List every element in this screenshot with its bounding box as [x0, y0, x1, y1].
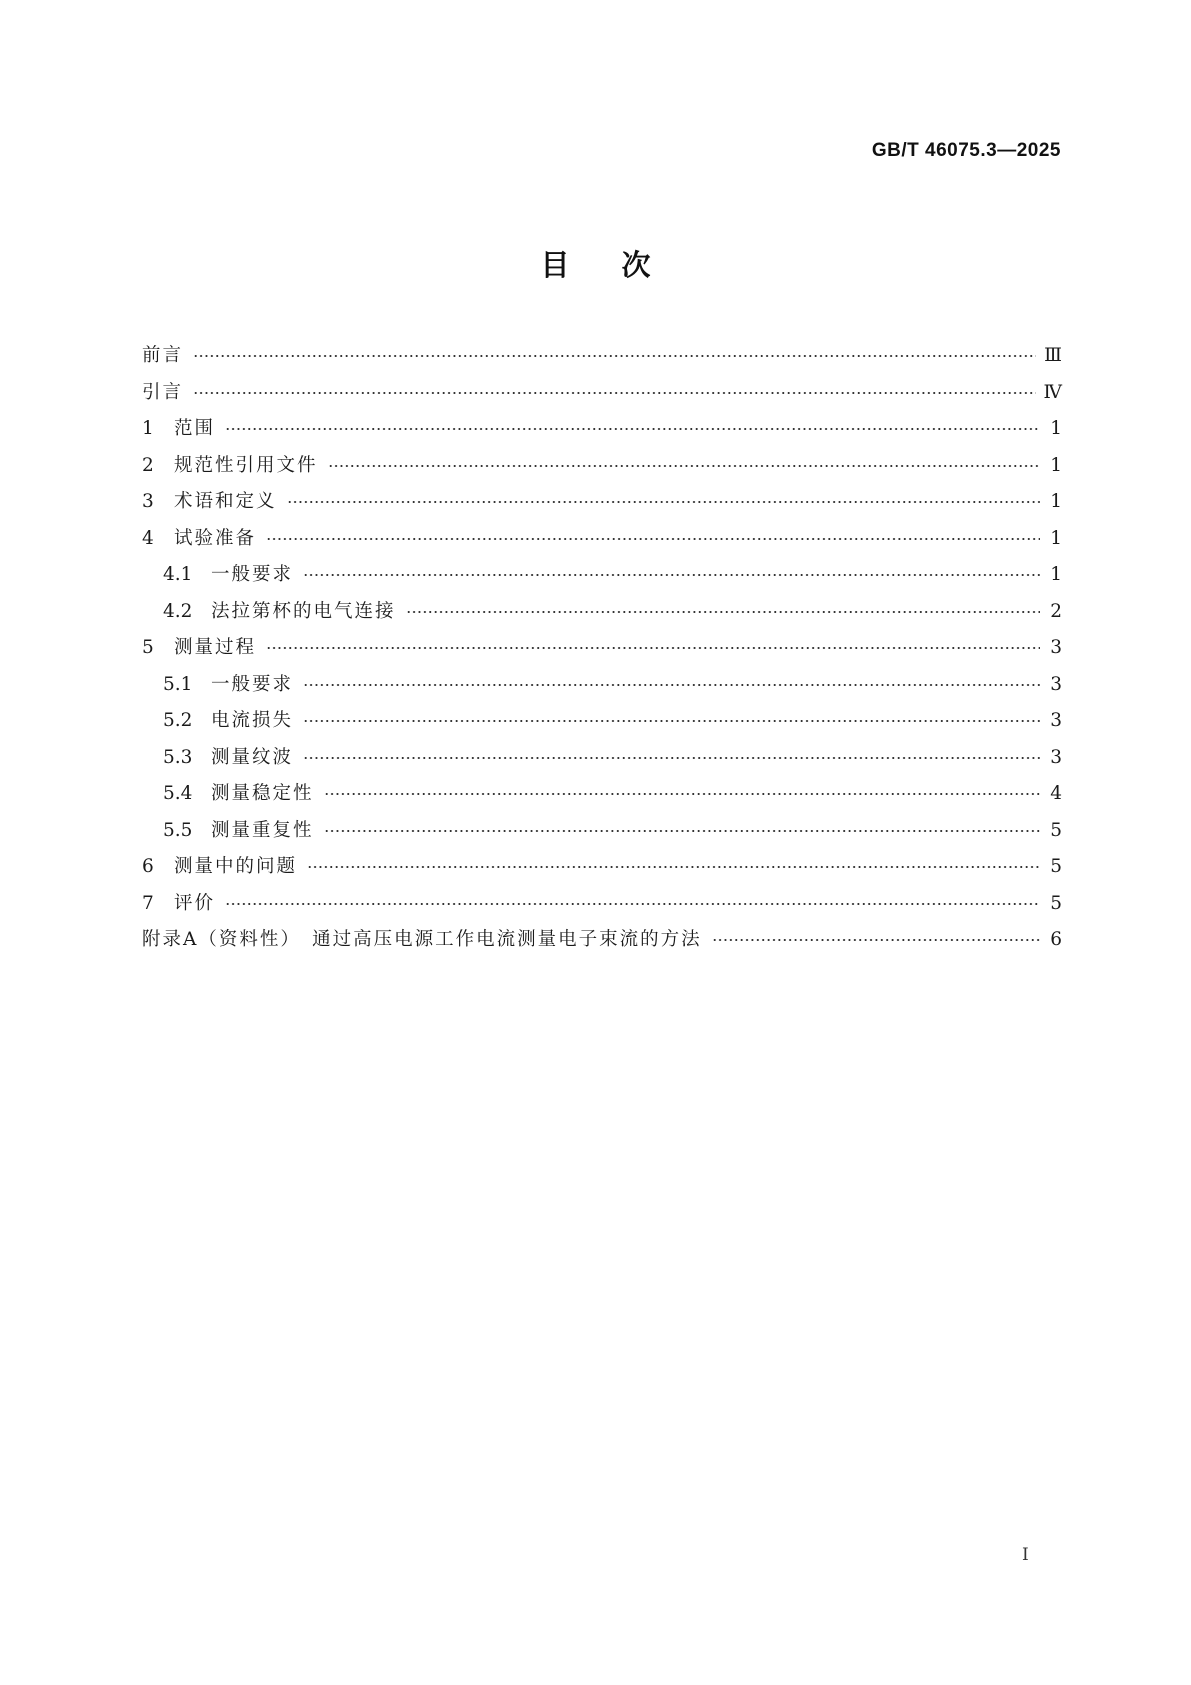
toc-entry-label: 前言 [142, 345, 184, 366]
toc-entry-number: 5.3 [163, 746, 193, 768]
toc-entry-4-2[interactable] [142, 595, 1062, 632]
toc-entry-label: 试验准备 [174, 527, 257, 549]
toc-entry-label: 电流损失 [211, 710, 294, 731]
toc-entry-number: 7 [142, 892, 154, 914]
toc-entry-label: 法拉第杯的电气连接 [211, 600, 396, 622]
dot-leader [324, 777, 1040, 799]
toc-entry-7[interactable] [142, 887, 1062, 924]
toc-entry-number: 1 [142, 418, 154, 439]
dot-leader [225, 887, 1040, 909]
toc-entry-4[interactable] [142, 522, 1062, 559]
dot-leader [328, 449, 1040, 471]
toc-entry-number: 4.2 [163, 600, 193, 622]
toc-entry-page: 5 [1050, 856, 1062, 877]
toc-entry-page: 3 [1050, 710, 1062, 731]
toc-entry-page: 3 [1050, 746, 1062, 768]
toc-entry-label: 测量重复性 [211, 819, 314, 841]
toc-entry-page: 5 [1050, 892, 1062, 914]
toc-entry-page: Ⅲ [1044, 345, 1062, 366]
toc-entry-page: Ⅳ [1043, 381, 1062, 403]
toc-entry-number: 5.1 [163, 673, 193, 695]
toc-entry-label: 测量纹波 [211, 746, 294, 768]
toc-entry-number: 3 [142, 491, 154, 512]
toc-entry-5-5[interactable] [142, 814, 1062, 851]
toc-entry-number: 5.4 [163, 783, 193, 804]
dot-leader [193, 339, 1036, 361]
toc-entry-label: 测量中的问题 [174, 856, 298, 877]
table-of-contents [142, 339, 1062, 960]
toc-entry-number: 6 [142, 856, 154, 877]
toc-entry-5-1[interactable] [142, 668, 1062, 705]
document-code: GB/T 46075.3—2025 [871, 140, 1061, 161]
toc-entry-5-4[interactable] [142, 777, 1062, 814]
dot-leader [303, 558, 1040, 580]
toc-entry-6[interactable] [142, 850, 1062, 887]
dot-leader [712, 923, 1040, 945]
toc-entry-page: 1 [1050, 491, 1062, 512]
toc-entry-5-3[interactable] [142, 741, 1062, 778]
toc-entry-label: 一般要求 [211, 673, 294, 695]
toc-entry-page: 2 [1050, 600, 1062, 622]
dot-leader [303, 741, 1040, 763]
toc-entry-label: 测量过程 [174, 637, 257, 658]
toc-entry-number: 4.1 [163, 564, 193, 585]
toc-entry-page: 6 [1050, 929, 1062, 950]
toc-entry-page: 1 [1050, 454, 1062, 476]
toc-entry-label: 范围 [174, 418, 216, 439]
dot-leader [324, 814, 1040, 836]
dot-leader [225, 412, 1040, 434]
toc-entry-label: 评价 [174, 892, 216, 914]
dot-leader [406, 595, 1040, 617]
dot-leader [193, 376, 1036, 398]
toc-entry-number: 2 [142, 454, 154, 476]
toc-entry-label: 引言 [142, 381, 184, 403]
toc-entry-number: 5.2 [163, 710, 193, 731]
toc-entry-number: 5 [142, 637, 154, 658]
toc-entry-5-2[interactable] [142, 704, 1062, 741]
toc-entry-annex-a[interactable] [142, 923, 1062, 960]
toc-entry-foreword[interactable] [142, 339, 1062, 376]
toc-entry-number: 5.5 [163, 819, 193, 841]
toc-entry-page: 4 [1050, 783, 1062, 804]
dot-leader [303, 704, 1040, 726]
dot-leader [307, 850, 1040, 872]
toc-entry-label: 附录A（资料性） 通过高压电源工作电流测量电子束流的方法 [142, 929, 702, 950]
toc-entry-label: 一般要求 [211, 564, 294, 585]
toc-entry-label: 规范性引用文件 [174, 454, 318, 476]
toc-entry-label: 术语和定义 [174, 491, 277, 512]
toc-entry-page: 3 [1050, 673, 1062, 695]
dot-leader [303, 668, 1040, 690]
toc-entry-5[interactable] [142, 631, 1062, 668]
toc-entry-page: 1 [1050, 564, 1062, 585]
page-title: 目次 [540, 248, 703, 282]
dot-leader [266, 522, 1040, 544]
toc-entry-page: 5 [1050, 819, 1062, 841]
toc-entry-4-1[interactable] [142, 558, 1062, 595]
dot-leader [287, 485, 1040, 507]
toc-entry-page: 3 [1050, 637, 1062, 658]
dot-leader [266, 631, 1040, 653]
toc-entry-1[interactable] [142, 412, 1062, 449]
toc-entry-label: 测量稳定性 [211, 783, 314, 804]
toc-entry-number: 4 [142, 527, 154, 549]
toc-entry-2[interactable] [142, 449, 1062, 486]
toc-entry-3[interactable] [142, 485, 1062, 522]
toc-entry-page: 1 [1050, 418, 1062, 439]
toc-entry-page: 1 [1050, 527, 1062, 549]
page-number: I [1022, 1545, 1029, 1565]
toc-entry-introduction[interactable] [142, 376, 1062, 413]
